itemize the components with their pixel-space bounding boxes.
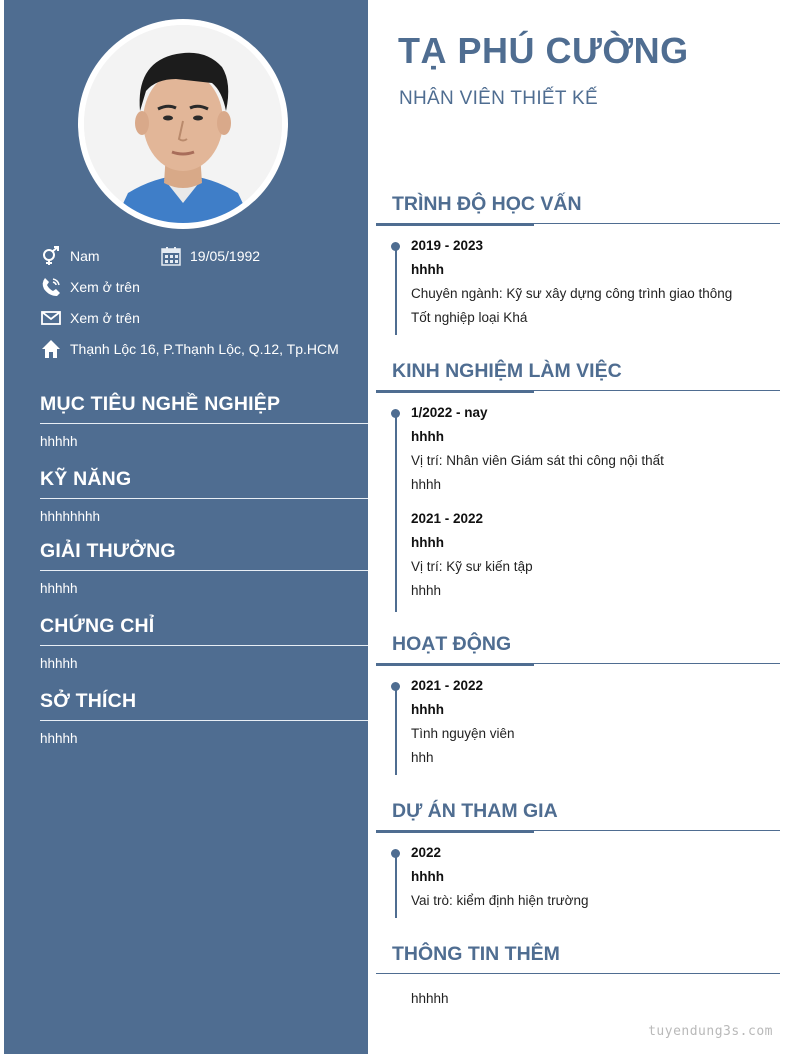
entry-org: hhhh	[411, 429, 444, 444]
entry-detail: hhhh	[411, 477, 442, 492]
additional-info-section	[376, 941, 780, 1006]
sidebar	[4, 0, 368, 1054]
section-divider	[376, 830, 780, 832]
awards-section	[4, 538, 368, 596]
entry-detail: Vị trí: Kỹ sư kiến tập	[411, 559, 533, 574]
entry-detail: Tình nguyện viên	[411, 726, 515, 741]
avatar	[84, 25, 282, 223]
list-item	[390, 844, 780, 916]
phone-icon	[40, 277, 62, 297]
divider	[40, 498, 368, 499]
section-divider	[376, 390, 780, 392]
birthday-row	[160, 246, 260, 266]
section-divider	[376, 663, 780, 665]
job-title: NHÂN VIÊN THIẾT KẾ	[399, 88, 598, 109]
divider	[40, 423, 368, 424]
entry-period: 2019 - 2023	[411, 238, 484, 253]
divider	[40, 645, 368, 646]
awards-title: GIẢI THƯỞNG	[40, 540, 176, 562]
skills-text: hhhhhhhh	[40, 509, 101, 524]
entry-org: hhhh	[411, 702, 444, 717]
entry-org: hhhh	[411, 869, 444, 884]
entry-detail: Chuyên ngành: Kỹ sư xây dựng công trình giao thông	[411, 286, 733, 301]
entry-detail: Vị trí: Nhân viên Giám sát thi công nội thất	[411, 453, 664, 468]
hobbies-title: SỞ THÍCH	[40, 690, 137, 712]
timeline-dot	[391, 242, 400, 251]
phone-value: Xem ở trên	[70, 279, 140, 295]
gender-row	[40, 246, 100, 266]
address-row	[40, 339, 339, 359]
hobbies-text: hhhhh	[40, 731, 78, 746]
entry-period: 2022	[411, 845, 442, 860]
activities-title: HOẠT ĐỘNG	[392, 633, 512, 655]
awards-text: hhhhh	[40, 581, 78, 596]
list-item	[390, 677, 780, 773]
projects-title: DỰ ÁN THAM GIA	[392, 800, 558, 822]
entry-period: 2021 - 2022	[411, 678, 484, 693]
certificates-title: CHỨNG CHỈ	[40, 615, 155, 637]
entry-detail: Tốt nghiệp loại Khá	[411, 310, 528, 325]
education-title: TRÌNH ĐỘ HỌC VẤN	[392, 193, 582, 215]
entry-org: hhhh	[411, 262, 444, 277]
email-value: Xem ở trên	[70, 310, 140, 326]
list-item	[390, 404, 780, 500]
address-value: Thạnh Lộc 16, P.Thạnh Lộc, Q.12, Tp.HCM	[70, 341, 339, 357]
career-goal-title: MỤC TIÊU NGHỀ NGHIỆP	[40, 393, 281, 415]
experience-list	[390, 404, 780, 606]
entry-org: hhhh	[411, 535, 444, 550]
additional-info-text: hhhhh	[411, 991, 449, 1006]
timeline-dot	[391, 849, 400, 858]
section-divider	[376, 973, 780, 975]
timeline-dot	[391, 409, 400, 418]
entry-detail: hhh	[411, 750, 434, 765]
email-icon	[40, 308, 62, 328]
skills-section	[4, 466, 368, 524]
skills-title: KỸ NĂNG	[40, 468, 132, 490]
career-goal-section	[4, 391, 368, 449]
hobbies-section	[4, 688, 368, 746]
additional-info-title: THÔNG TIN THÊM	[392, 943, 560, 965]
experience-section	[376, 358, 780, 606]
candidate-name: TẠ PHÚ CƯỜNG	[398, 30, 689, 71]
activities-list	[390, 677, 780, 773]
entry-period: 2021 - 2022	[411, 511, 484, 526]
section-divider	[376, 223, 780, 225]
watermark: tuyendung3s.com	[648, 1024, 773, 1039]
phone-row	[40, 277, 140, 297]
calendar-icon	[160, 246, 182, 266]
timeline-dot	[391, 682, 400, 691]
entry-period: 1/2022 - nay	[411, 405, 488, 420]
education-list	[390, 237, 780, 333]
list-item	[390, 237, 780, 333]
email-row	[40, 308, 140, 328]
activities-section	[376, 631, 780, 773]
certificates-section	[4, 613, 368, 671]
experience-title: KINH NGHIỆM LÀM VIỆC	[392, 360, 622, 382]
entry-detail: Vai trò: kiểm định hiện trường	[411, 893, 589, 908]
gender-value: Nam	[70, 248, 100, 264]
divider	[40, 720, 368, 721]
gender-icon	[40, 246, 62, 266]
entry-detail: hhhh	[411, 583, 442, 598]
avatar-frame	[78, 19, 288, 229]
projects-section	[376, 798, 780, 916]
certificates-text: hhhhh	[40, 656, 78, 671]
home-icon	[40, 339, 62, 359]
list-item	[390, 510, 780, 606]
education-section	[376, 191, 780, 333]
divider	[40, 570, 368, 571]
projects-list	[390, 844, 780, 916]
birthday-value: 19/05/1992	[190, 248, 261, 264]
career-goal-text: hhhhh	[40, 434, 78, 449]
